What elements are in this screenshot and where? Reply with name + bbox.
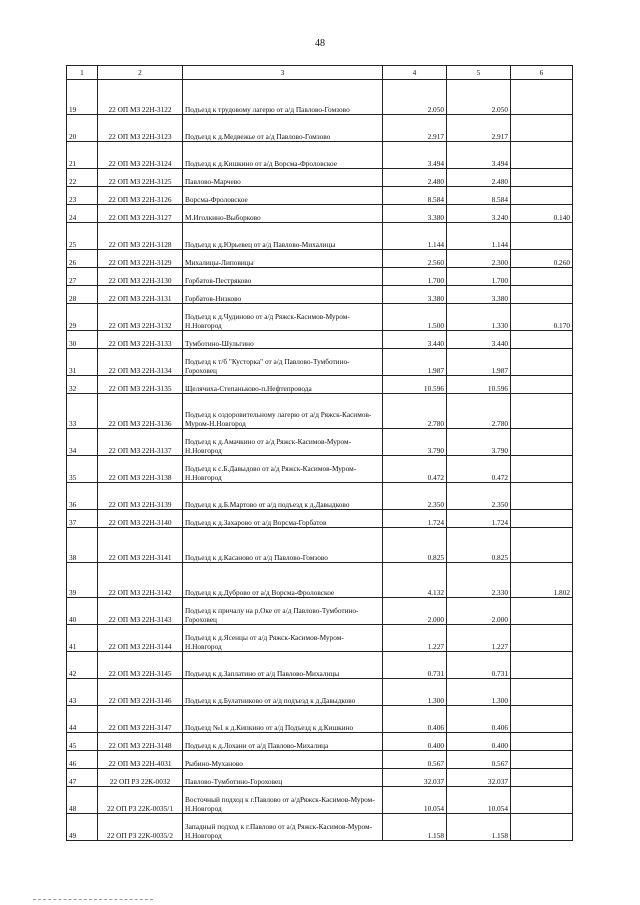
length-col5-cell: 1.724 xyxy=(447,510,511,528)
road-code-cell: 22 ОП МЗ 22Н-4031 xyxy=(98,751,183,769)
length-total-cell: 1.987 xyxy=(383,349,447,376)
road-name-cell: Подъезд к д.Заплатино от а/д Павлово-Михалицы xyxy=(183,652,383,679)
road-code-cell: 22 ОП МЗ 22Н-3130 xyxy=(98,268,183,286)
length-total-cell: 0.400 xyxy=(383,733,447,751)
length-col5-cell: 0.731 xyxy=(447,652,511,679)
road-name-cell: Западный подход к г.Павлово от а/д Ряжск-Касимов-Муром-Н.Новгород xyxy=(183,814,383,841)
row-number-cell: 26 xyxy=(67,250,98,268)
road-name-cell: Подъезд к д.Булатниково от а/д подъезд к д.Давыдково xyxy=(183,679,383,706)
length-col6-cell xyxy=(511,751,573,769)
row-number-cell: 37 xyxy=(67,510,98,528)
length-col6-cell xyxy=(511,652,573,679)
road-code-cell: 22 ОП МЗ 22Н-3144 xyxy=(98,625,183,652)
length-col6-cell xyxy=(511,169,573,187)
column-header-6: 6 xyxy=(511,66,573,80)
length-col5-cell: 3.494 xyxy=(447,142,511,169)
length-col5-cell: 2.780 xyxy=(447,394,511,429)
length-col6-cell xyxy=(511,814,573,841)
road-name-cell: Подъезд к д.Б.Мартово от а/д подъезд к д.Давыдково xyxy=(183,483,383,510)
road-code-cell: 22 ОП МЗ 22Н-3137 xyxy=(98,429,183,456)
length-col6-cell xyxy=(511,115,573,142)
length-total-cell: 1.500 xyxy=(383,304,447,331)
row-number-cell: 28 xyxy=(67,286,98,304)
road-name-cell: Щелячиха-Степаньково-п.Нефтепровода xyxy=(183,376,383,394)
road-name-cell: Подъезд к д.Ясенцы от а/д Ряжск-Касимов-Муром-Н.Новгород xyxy=(183,625,383,652)
column-number-row xyxy=(67,66,573,80)
road-code-cell: 22 ОП МЗ 22Н-3141 xyxy=(98,528,183,563)
column-header-2: 2 xyxy=(98,66,183,80)
row-number-cell: 22 xyxy=(67,169,98,187)
length-total-cell: 2.050 xyxy=(383,80,447,115)
row-number-cell: 31 xyxy=(67,349,98,376)
road-name-cell: Михалицы-Липовицы xyxy=(183,250,383,268)
table-row xyxy=(67,394,573,429)
length-total-cell: 0.472 xyxy=(383,456,447,483)
road-name-cell: М.Иголкино-Выборково xyxy=(183,205,383,223)
road-name-cell: Горбатов-Пестряково xyxy=(183,268,383,286)
road-name-cell: Подъезд №1 к д.Кипкино от а/д Подъезд к д.Кишкино xyxy=(183,706,383,733)
row-number-cell: 27 xyxy=(67,268,98,286)
road-code-cell: 22 ОП МЗ 22Н-3125 xyxy=(98,169,183,187)
length-col6-cell xyxy=(511,706,573,733)
length-col6-cell xyxy=(511,625,573,652)
table-row xyxy=(67,563,573,598)
length-col5-cell: 10.596 xyxy=(447,376,511,394)
length-total-cell: 0.825 xyxy=(383,528,447,563)
length-col6-cell xyxy=(511,223,573,250)
table-row xyxy=(67,510,573,528)
table-row xyxy=(67,331,573,349)
length-col6-cell xyxy=(511,787,573,814)
row-number-cell: 25 xyxy=(67,223,98,250)
length-col5-cell: 3.440 xyxy=(447,331,511,349)
road-name-cell: Подъезд к д.Касаново от а/д Павлово-Гомзово xyxy=(183,528,383,563)
road-code-cell: 22 ОП МЗ 22Н-3148 xyxy=(98,733,183,751)
row-number-cell: 34 xyxy=(67,429,98,456)
length-total-cell: 4.132 xyxy=(383,563,447,598)
table-row xyxy=(67,751,573,769)
length-total-cell: 10.054 xyxy=(383,787,447,814)
road-name-cell: Горбатов-Низково xyxy=(183,286,383,304)
length-col5-cell: 1.987 xyxy=(447,349,511,376)
row-number-cell: 45 xyxy=(67,733,98,751)
length-col6-cell: 1.802 xyxy=(511,563,573,598)
road-code-cell: 22 ОП МЗ 22Н-3131 xyxy=(98,286,183,304)
road-code-cell: 22 ОП МЗ 22Н-3126 xyxy=(98,187,183,205)
row-number-cell: 21 xyxy=(67,142,98,169)
length-col6-cell xyxy=(511,187,573,205)
length-col5-cell: 1.227 xyxy=(447,625,511,652)
length-total-cell: 1.700 xyxy=(383,268,447,286)
road-name-cell: Рыбино-Муханово xyxy=(183,751,383,769)
column-header-5: 5 xyxy=(447,66,511,80)
length-total-cell: 3.440 xyxy=(383,331,447,349)
length-col5-cell: 3.790 xyxy=(447,429,511,456)
table-row xyxy=(67,814,573,841)
road-code-cell: 22 ОП МЗ 22Н-3127 xyxy=(98,205,183,223)
table-row xyxy=(67,456,573,483)
length-col5-cell: 32.037 xyxy=(447,769,511,787)
row-number-cell: 47 xyxy=(67,769,98,787)
road-name-cell: Подъезд к д.Кишкино от а/д Ворсма-Фроловское xyxy=(183,142,383,169)
length-total-cell: 3.380 xyxy=(383,205,447,223)
length-col6-cell xyxy=(511,80,573,115)
row-number-cell: 39 xyxy=(67,563,98,598)
length-col6-cell xyxy=(511,483,573,510)
length-col5-cell: 10.054 xyxy=(447,787,511,814)
row-number-cell: 29 xyxy=(67,304,98,331)
length-col5-cell: 2.350 xyxy=(447,483,511,510)
row-number-cell: 19 xyxy=(67,80,98,115)
length-total-cell: 3.494 xyxy=(383,142,447,169)
road-name-cell: Тумботино-Шульгино xyxy=(183,331,383,349)
scan-artifact-line xyxy=(33,899,153,902)
length-col6-cell xyxy=(511,598,573,625)
length-col5-cell: 1.700 xyxy=(447,268,511,286)
row-number-cell: 42 xyxy=(67,652,98,679)
road-name-cell: Подъезд к д.Дуброво от а/д Ворсма-Фроловское xyxy=(183,563,383,598)
length-col5-cell: 2.000 xyxy=(447,598,511,625)
length-col5-cell: 2.480 xyxy=(447,169,511,187)
length-col6-cell xyxy=(511,528,573,563)
length-col6-cell xyxy=(511,429,573,456)
row-number-cell: 36 xyxy=(67,483,98,510)
length-col6-cell xyxy=(511,331,573,349)
length-total-cell: 10.596 xyxy=(383,376,447,394)
length-col6-cell xyxy=(511,733,573,751)
table-row xyxy=(67,115,573,142)
road-code-cell: 22 ОП МЗ 22Н-3132 xyxy=(98,304,183,331)
length-col6-cell: 0.170 xyxy=(511,304,573,331)
length-col5-cell: 8.584 xyxy=(447,187,511,205)
row-number-cell: 46 xyxy=(67,751,98,769)
column-header-1: 1 xyxy=(67,66,98,80)
length-total-cell: 1.158 xyxy=(383,814,447,841)
length-total-cell: 1.300 xyxy=(383,679,447,706)
length-col6-cell xyxy=(511,679,573,706)
road-code-cell: 22 ОП МЗ 22Н-3146 xyxy=(98,679,183,706)
length-col6-cell xyxy=(511,268,573,286)
road-code-cell: 22 ОП МЗ 22Н-3133 xyxy=(98,331,183,349)
length-total-cell: 0.731 xyxy=(383,652,447,679)
road-code-cell: 22 ОП РЗ 22К-0032 xyxy=(98,769,183,787)
table-row xyxy=(67,598,573,625)
road-name-cell: Восточный подход к г.Павлово от а/дРяжск-Касимов-Муром-Н.Новгород xyxy=(183,787,383,814)
table-row xyxy=(67,625,573,652)
length-total-cell: 32.037 xyxy=(383,769,447,787)
row-number-cell: 33 xyxy=(67,394,98,429)
length-total-cell: 2.350 xyxy=(383,483,447,510)
road-code-cell: 22 ОП РЗ 22К-0035/2 xyxy=(98,814,183,841)
road-code-cell: 22 ОП МЗ 22Н-3138 xyxy=(98,456,183,483)
column-header-3: 3 xyxy=(183,66,383,80)
road-code-cell: 22 ОП МЗ 22Н-3134 xyxy=(98,349,183,376)
row-number-cell: 41 xyxy=(67,625,98,652)
length-total-cell: 8.584 xyxy=(383,187,447,205)
road-code-cell: 22 ОП МЗ 22Н-3142 xyxy=(98,563,183,598)
table-row xyxy=(67,769,573,787)
road-code-cell: 22 ОП МЗ 22Н-3123 xyxy=(98,115,183,142)
length-col5-cell: 0.472 xyxy=(447,456,511,483)
length-col6-cell: 0.140 xyxy=(511,205,573,223)
length-col5-cell: 0.400 xyxy=(447,733,511,751)
table-row xyxy=(67,142,573,169)
road-code-cell: 22 ОП МЗ 22Н-3143 xyxy=(98,598,183,625)
road-name-cell: Ворсма-Фроловское xyxy=(183,187,383,205)
road-code-cell: 22 ОП МЗ 22Н-3135 xyxy=(98,376,183,394)
length-total-cell: 1.227 xyxy=(383,625,447,652)
road-name-cell: Подъезд к причалу на р.Оке от а/д Павлово-Тумботино-Гороховец xyxy=(183,598,383,625)
road-name-cell: Подъезд к д.Юрьевец от а/д Павлово-Михалицы xyxy=(183,223,383,250)
table-row xyxy=(67,706,573,733)
length-total-cell: 2.000 xyxy=(383,598,447,625)
table-row xyxy=(67,223,573,250)
length-total-cell: 1.144 xyxy=(383,223,447,250)
road-code-cell: 22 ОП МЗ 22Н-3128 xyxy=(98,223,183,250)
length-total-cell: 2.780 xyxy=(383,394,447,429)
table-row xyxy=(67,268,573,286)
road-name-cell: Подъезд к д.Чудиново от а/д Ряжск-Касимов-Муром-Н.Новгород xyxy=(183,304,383,331)
length-col6-cell xyxy=(511,394,573,429)
length-total-cell: 2.917 xyxy=(383,115,447,142)
road-name-cell: Подъезд к трудовому лагерю от а/д Павлово-Гомзово xyxy=(183,80,383,115)
length-col6-cell xyxy=(511,286,573,304)
length-total-cell: 3.790 xyxy=(383,429,447,456)
road-name-cell: Подъезд к д.Лохани от а/д Павлово-Михалица xyxy=(183,733,383,751)
road-code-cell: 22 ОП МЗ 22Н-3145 xyxy=(98,652,183,679)
length-col5-cell: 0.825 xyxy=(447,528,511,563)
length-total-cell: 2.560 xyxy=(383,250,447,268)
length-total-cell: 2.480 xyxy=(383,169,447,187)
road-name-cell: Подъезд к т/б "Кусторка" от а/д Павлово-Тумботино-Гороховец xyxy=(183,349,383,376)
table-row xyxy=(67,483,573,510)
table-row xyxy=(67,80,573,115)
length-col5-cell: 3.240 xyxy=(447,205,511,223)
table-row xyxy=(67,376,573,394)
road-code-cell: 22 ОП МЗ 22Н-3140 xyxy=(98,510,183,528)
row-number-cell: 49 xyxy=(67,814,98,841)
length-total-cell: 3.380 xyxy=(383,286,447,304)
length-col5-cell: 1.158 xyxy=(447,814,511,841)
road-name-cell: Подъезд к д.Амачкино от а/д Ряжск-Касимов-Муром-Н.Новгород xyxy=(183,429,383,456)
length-total-cell: 0.567 xyxy=(383,751,447,769)
length-col5-cell: 1.330 xyxy=(447,304,511,331)
length-col5-cell: 0.406 xyxy=(447,706,511,733)
length-col6-cell xyxy=(511,142,573,169)
table-row xyxy=(67,528,573,563)
length-col5-cell: 1.300 xyxy=(447,679,511,706)
table-row xyxy=(67,733,573,751)
road-name-cell: Павлово-Марчево xyxy=(183,169,383,187)
table-row xyxy=(67,286,573,304)
table-row xyxy=(67,429,573,456)
length-col5-cell: 2.330 xyxy=(447,563,511,598)
row-number-cell: 48 xyxy=(67,787,98,814)
table-row xyxy=(67,169,573,187)
length-col6-cell: 0.260 xyxy=(511,250,573,268)
row-number-cell: 43 xyxy=(67,679,98,706)
table-row xyxy=(67,250,573,268)
length-col6-cell xyxy=(511,376,573,394)
length-col6-cell xyxy=(511,510,573,528)
row-number-cell: 30 xyxy=(67,331,98,349)
page-number: 48 xyxy=(315,38,325,49)
row-number-cell: 20 xyxy=(67,115,98,142)
length-total-cell: 1.724 xyxy=(383,510,447,528)
length-col6-cell xyxy=(511,349,573,376)
table-row xyxy=(67,187,573,205)
road-code-cell: 22 ОП РЗ 22К-0035/1 xyxy=(98,787,183,814)
road-code-cell: 22 ОП МЗ 22Н-3147 xyxy=(98,706,183,733)
length-total-cell: 0.406 xyxy=(383,706,447,733)
table-row xyxy=(67,304,573,331)
table-row xyxy=(67,205,573,223)
road-code-cell: 22 ОП МЗ 22Н-3136 xyxy=(98,394,183,429)
length-col5-cell: 2.917 xyxy=(447,115,511,142)
table-row xyxy=(67,679,573,706)
row-number-cell: 44 xyxy=(67,706,98,733)
road-name-cell: Подъезд к оздоровительному лагерю от а/д Ряжск-Касимов-Муром-Н.Новгород xyxy=(183,394,383,429)
road-code-cell: 22 ОП МЗ 22Н-3122 xyxy=(98,80,183,115)
row-number-cell: 24 xyxy=(67,205,98,223)
length-col6-cell xyxy=(511,456,573,483)
row-number-cell: 40 xyxy=(67,598,98,625)
length-col5-cell: 2.050 xyxy=(447,80,511,115)
table-row xyxy=(67,349,573,376)
row-number-cell: 32 xyxy=(67,376,98,394)
length-col6-cell xyxy=(511,769,573,787)
roads-table xyxy=(66,65,573,841)
road-name-cell: Подъезд к д.Захарово от а/д Ворсма-Горбатов xyxy=(183,510,383,528)
length-col5-cell: 0.567 xyxy=(447,751,511,769)
length-col5-cell: 2.300 xyxy=(447,250,511,268)
length-col5-cell: 3.380 xyxy=(447,286,511,304)
road-name-cell: Павлово-Тумботино-Гороховец xyxy=(183,769,383,787)
row-number-cell: 35 xyxy=(67,456,98,483)
row-number-cell: 23 xyxy=(67,187,98,205)
table-row xyxy=(67,652,573,679)
column-header-4: 4 xyxy=(383,66,447,80)
row-number-cell: 38 xyxy=(67,528,98,563)
road-code-cell: 22 ОП МЗ 22Н-3124 xyxy=(98,142,183,169)
road-code-cell: 22 ОП МЗ 22Н-3139 xyxy=(98,483,183,510)
road-code-cell: 22 ОП МЗ 22Н-3129 xyxy=(98,250,183,268)
road-name-cell: Подъезд к д.Медвежье от а/д Павлово-Гомзово xyxy=(183,115,383,142)
length-col5-cell: 1.144 xyxy=(447,223,511,250)
road-name-cell: Подъезд к с.Б.Давыдово от а/д Ряжск-Касимов-Муром-Н.Новгород xyxy=(183,456,383,483)
table-row xyxy=(67,787,573,814)
